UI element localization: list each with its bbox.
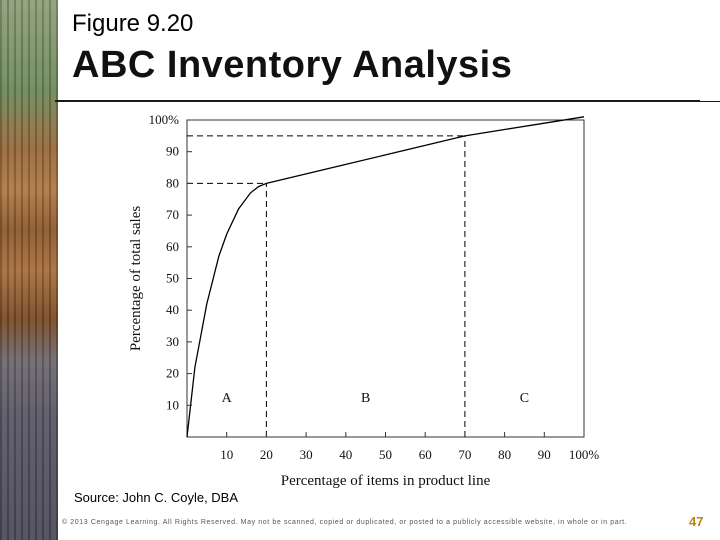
y-tick-label: 90	[166, 143, 179, 159]
cumulative-sales-curve	[187, 117, 584, 437]
x-tick-label: 20	[259, 447, 273, 462]
title-underline-tail	[700, 101, 720, 102]
title-underline	[55, 100, 700, 102]
x-tick-label: 80	[498, 447, 512, 462]
source-note: Source: John C. Coyle, DBA	[74, 490, 239, 505]
x-tick-label: 30	[299, 447, 313, 462]
x-tick-label: 50	[379, 447, 392, 462]
chart-svg	[100, 108, 620, 493]
x-tick-label: 70	[458, 447, 472, 462]
y-tick-label: 10	[166, 397, 179, 413]
abc-chart	[100, 108, 620, 493]
region-label: B	[360, 391, 371, 407]
x-tick-label: 100%	[568, 447, 600, 462]
plot-frame	[187, 120, 584, 437]
figure-label: Figure 9.20	[72, 10, 194, 37]
y-axis-title: Percentage of total sales	[128, 205, 144, 352]
x-tick-label: 10	[220, 447, 234, 462]
slide-title: ABC Inventory Analysis	[72, 44, 513, 86]
x-tick-label: 90	[537, 447, 551, 462]
y-tick-label: 70	[166, 207, 179, 223]
x-axis-title: Percentage of items in product line	[280, 473, 491, 489]
x-tick-label: 60	[418, 447, 432, 462]
y-tick-label: 100%	[148, 112, 179, 127]
y-tick-label: 20	[166, 365, 179, 381]
y-tick-label: 40	[166, 302, 179, 318]
region-label: A	[221, 391, 232, 407]
y-tick-label: 80	[166, 175, 179, 191]
region-label: C	[519, 391, 530, 407]
y-tick-label: 50	[166, 270, 179, 286]
copyright-notice: © 2013 Cengage Learning. All Rights Reserved. May not be scanned, copied or duplicated, or posted to a publicly accessible website, in whole or in part.	[62, 519, 628, 526]
y-tick-label: 60	[166, 238, 179, 254]
side-photo-strip	[0, 0, 58, 540]
page-number: 47	[689, 514, 704, 529]
x-tick-label: 40	[339, 447, 353, 462]
y-tick-label: 30	[166, 333, 179, 349]
